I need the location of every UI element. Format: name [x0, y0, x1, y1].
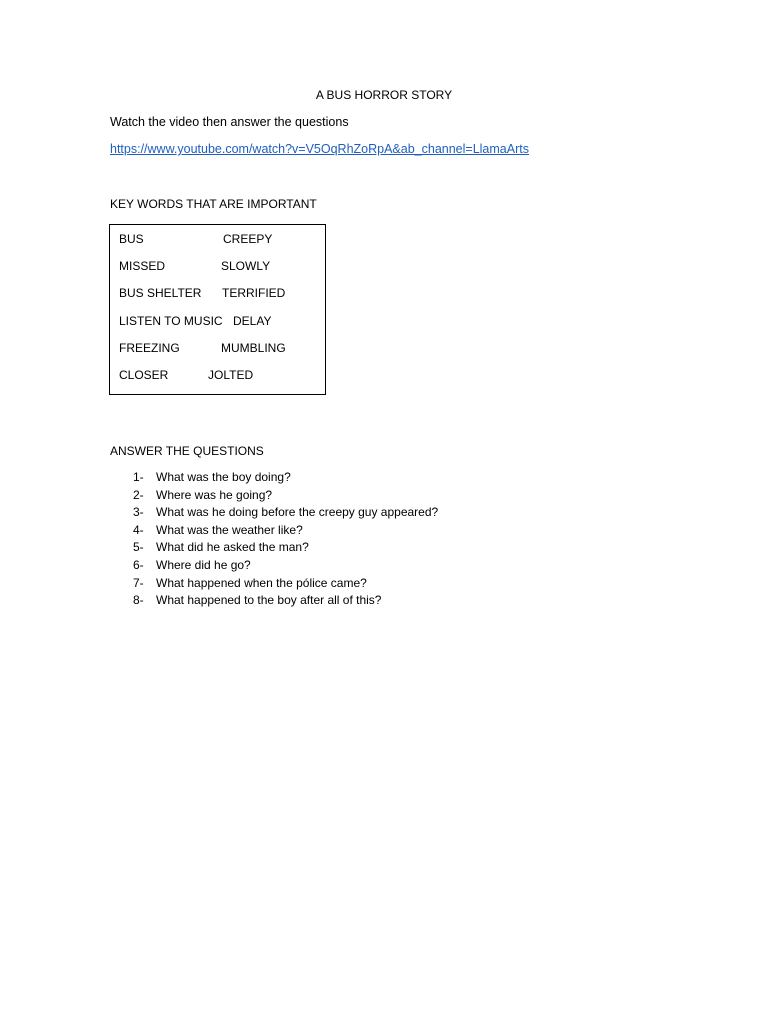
question-text: What did he asked the man?: [156, 540, 309, 555]
keyword-row: [119, 313, 272, 329]
question-text: What was he doing before the creepy guy appeared?: [156, 505, 439, 520]
keyword-right: TERRIFIED: [222, 286, 286, 300]
question-number: 8-: [133, 593, 144, 608]
question-text: Where was he going?: [156, 487, 273, 502]
video-link[interactable]: https://www.youtube.com/watch?v=V5OqRhZoRpA&ab_channel=LlamaArts: [110, 142, 529, 156]
keyword-row: [119, 367, 254, 383]
keyword-left: MISSED: [119, 259, 166, 273]
question-number: 4-: [133, 522, 144, 537]
keyword-right: CREEPY: [223, 232, 273, 246]
keywords-heading: KEY WORDS THAT ARE IMPORTANT: [110, 197, 317, 211]
keyword-right: SLOWLY: [221, 259, 271, 273]
keyword-right: DELAY: [233, 314, 272, 328]
questions-heading: ANSWER THE QUESTIONS: [110, 444, 264, 458]
question-number: 7-: [133, 575, 144, 590]
keyword-left: BUS: [119, 232, 144, 246]
keyword-left: LISTEN TO MUSIC: [119, 314, 223, 328]
question-number: 3-: [133, 505, 144, 520]
keyword-left: CLOSER: [119, 368, 169, 382]
question-number: 1-: [133, 470, 144, 484]
keyword-right: JOLTED: [208, 368, 254, 382]
keyword-row: [119, 258, 271, 274]
keywords-box: [109, 224, 326, 395]
keyword-left: BUS SHELTER: [119, 286, 202, 300]
question-number: 5-: [133, 540, 144, 555]
keyword-row: [119, 231, 273, 247]
keyword-row: [119, 340, 286, 356]
question-number: 2-: [133, 487, 144, 502]
question-text: What happened when the pólice came?: [156, 575, 367, 590]
question-text: Where did he go?: [156, 557, 251, 572]
keyword-left: FREEZING: [119, 341, 180, 355]
question-text: What was the boy doing?: [156, 470, 291, 484]
keyword-right: MUMBLING: [221, 341, 286, 355]
keyword-row: [119, 285, 286, 301]
question-text: What happened to the boy after all of this?: [156, 593, 382, 608]
question-number: 6-: [133, 557, 144, 572]
document-title: A BUS HORROR STORY: [315, 88, 453, 102]
question-text: What was the weather like?: [156, 522, 303, 537]
instruction-text: Watch the video then answer the questions: [110, 115, 349, 129]
